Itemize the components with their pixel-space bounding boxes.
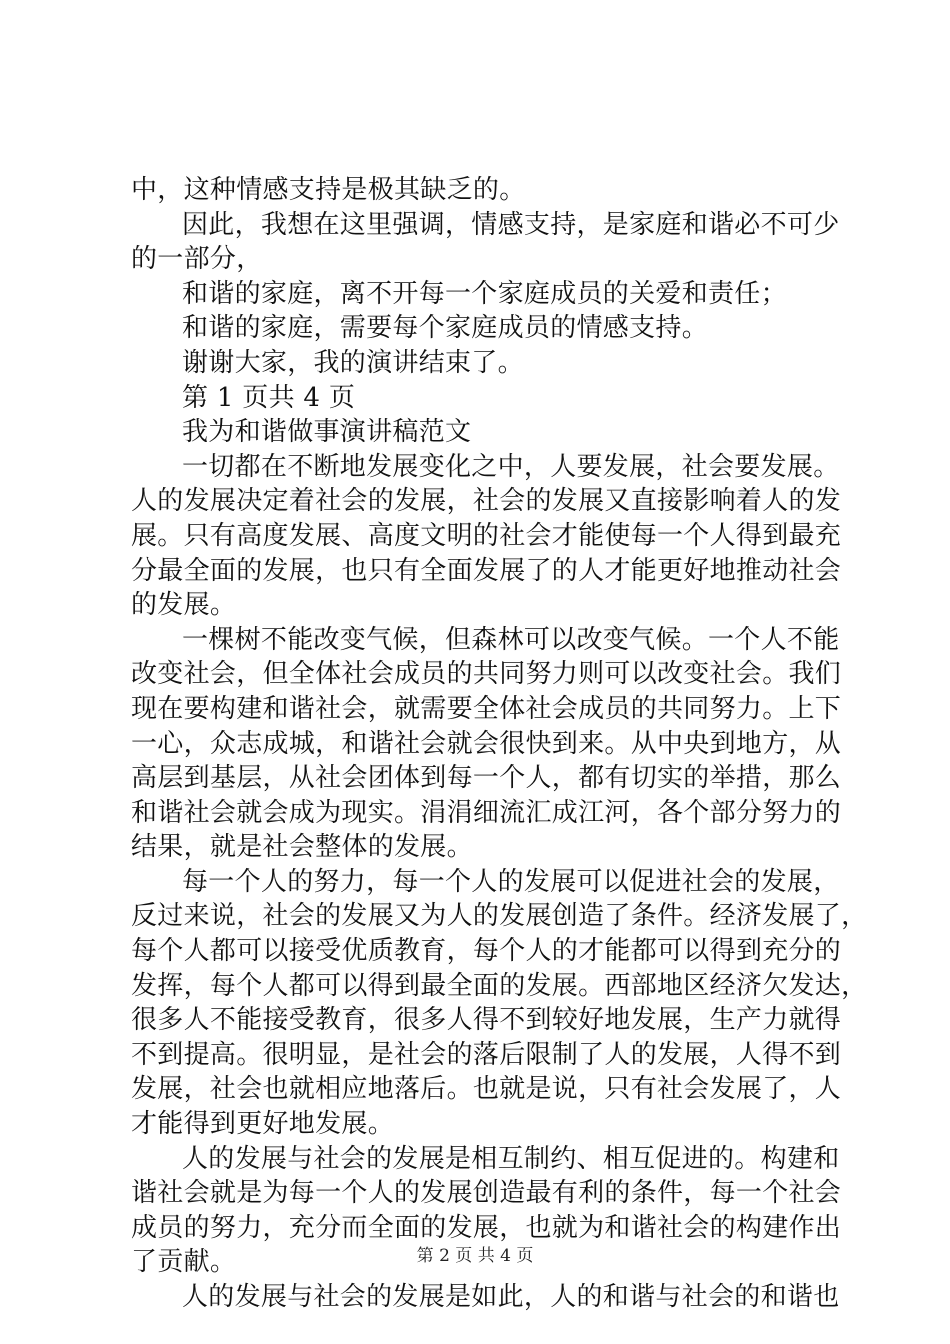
page-footer: 第 2 页 共 4 页 <box>416 1246 534 1266</box>
text-line: 现在要构建和谐社会，就需要全体社会成员的共同努力。上下 <box>131 693 842 724</box>
speech-title: 我为和谐做事演讲稿范文 <box>182 417 472 448</box>
text-line: 人的发展与社会的发展是如此，人的和谐与社会的和谐也 <box>182 1282 840 1312</box>
text-line: 成员的努力，充分而全面的发展，也就为和谐社会的构建作出 <box>131 1212 842 1243</box>
text-line: 发展，社会也就相应地落后。也就是说，只有社会发展了，人 <box>131 1074 842 1105</box>
text-line: 一棵树不能改变气候，但森林可以改变气候。一个人不能 <box>182 624 840 655</box>
text-line: 很多人不能接受教育，很多人得不到较好地发展，生产力就得 <box>131 1005 842 1036</box>
text-line: 谢谢大家，我的演讲结束了。 <box>182 347 524 378</box>
text-line: 每一个人的努力，每一个人的发展可以促进社会的发展， <box>182 866 840 897</box>
text-line: 才能得到更好地发展。 <box>131 1109 395 1140</box>
text-line: 改变社会，但全体社会成员的共同努力则可以改变社会。我们 <box>131 659 842 690</box>
text-line: 了贡献。 <box>131 1247 237 1278</box>
text-line: 反过来说，社会的发展又为人的发展创造了条件。经济发展了， <box>131 901 868 932</box>
text-line: 因此，我想在这里强调，情感支持，是家庭和谐必不可少 <box>182 209 840 240</box>
text-line: 人的发展决定着社会的发展，社会的发展又直接影响着人的发 <box>131 486 842 517</box>
text-line: 谐社会就是为每一个人的发展创造最有利的条件，每一个社会 <box>131 1178 842 1209</box>
text-line: 不到提高。很明显，是社会的落后限制了人的发展，人得不到 <box>131 1039 842 1070</box>
text-line: 分最全面的发展，也只有全面发展了的人才能更好地推动社会 <box>131 555 842 586</box>
text-line: 人的发展与社会的发展是相互制约、相互促进的。构建和 <box>182 1143 840 1174</box>
text-line: 一切都在不断地发展变化之中，人要发展，社会要发展。 <box>182 451 840 482</box>
text-line: 结果，就是社会整体的发展。 <box>131 832 473 863</box>
document-body <box>131 173 868 1315</box>
text-line: 和谐的家庭，离不开每一个家庭成员的关爱和责任； <box>182 278 787 309</box>
text-line: 每个人都可以接受优质教育，每个人的才能都可以得到充分的 <box>131 936 842 967</box>
text-line: 和谐社会就会成为现实。涓涓细流汇成江河，各个部分努力的 <box>131 797 842 828</box>
text-line: 的一部分， <box>131 244 263 275</box>
text-line: 的发展。 <box>131 590 237 621</box>
page-marker: 第 1 页共 4 页 <box>182 382 356 413</box>
text-line: 和谐的家庭，需要每个家庭成员的情感支持。 <box>182 313 709 344</box>
text-line: 中，这种情感支持是极其缺乏的。 <box>131 175 526 205</box>
text-line: 展。只有高度发展、高度文明的社会才能使每一个人得到最充 <box>131 520 842 551</box>
text-line: 发挥，每个人都可以得到最全面的发展。西部地区经济欠发达， <box>131 970 868 1001</box>
text-line: 高层到基层，从社会团体到每一个人，都有切实的举措，那么 <box>131 763 842 794</box>
text-line: 一心，众志成城，和谐社会就会很快到来。从中央到地方，从 <box>131 728 842 759</box>
